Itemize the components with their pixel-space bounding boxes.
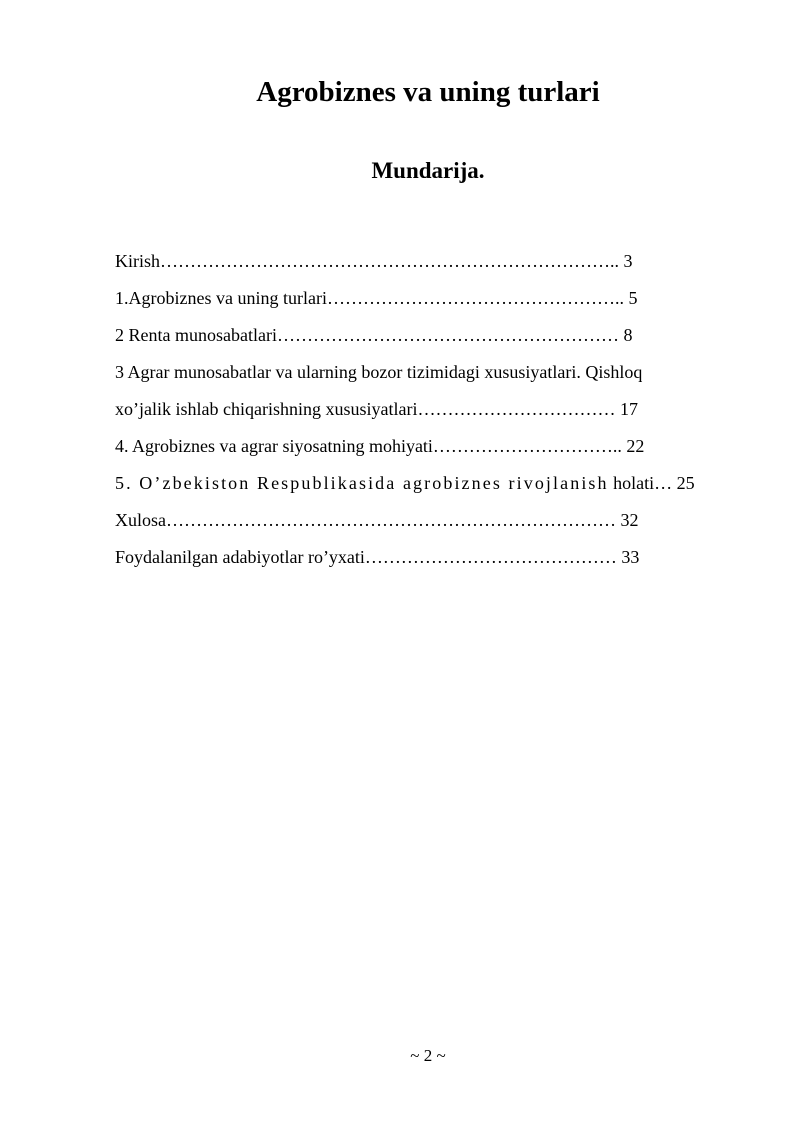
table-of-contents (115, 243, 747, 576)
toc-entry-agrar-munosabatlar[interactable]: 3 Agrar munosabatlar va ularning bozor tizimidagi xususiyatlari. Qishloq (115, 362, 643, 382)
toc-entry-renta-munosabatlari[interactable]: 2 Renta munosabatlari………………………………………………… 8 (115, 325, 633, 345)
toc-entry-agrobiznes-turlari[interactable]: 1.Agrobiznes va uning turlari………………………………………….. 5 (115, 288, 638, 308)
toc-entry-ozbekiston-lead: 5. O’zbekiston Respublikasida agrobiznes rivojlanish (115, 473, 609, 493)
toc-entry-agrar-munosabatlar-continued[interactable]: xo’jalik ishlab chiqarishning xususiyatlari…………………………… 17 (115, 399, 638, 419)
toc-heading: Mundarija. (371, 158, 485, 183)
toc-entry-ozbekiston-tail: holati… 25 (608, 473, 695, 493)
toc-entry-agrar-siyosat[interactable]: 4. Agrobiznes va agrar siyosatning mohiyati………………………….. 22 (115, 436, 645, 456)
page-number: ~ 2 ~ (410, 1046, 446, 1065)
document-title: Agrobiznes va uning turlari (256, 76, 600, 108)
toc-entry-adabiyotlar[interactable]: Foydalanilgan adabiyotlar ro’yxati…………………………………… 33 (115, 547, 640, 567)
toc-entry-xulosa[interactable]: Xulosa………………………………………………………………… 32 (115, 510, 639, 530)
toc-entry-ozbekiston-agrobiznes[interactable] (115, 465, 747, 502)
toc-entry-kirish[interactable]: Kirish………………………………………………………………….. 3 (115, 251, 633, 271)
